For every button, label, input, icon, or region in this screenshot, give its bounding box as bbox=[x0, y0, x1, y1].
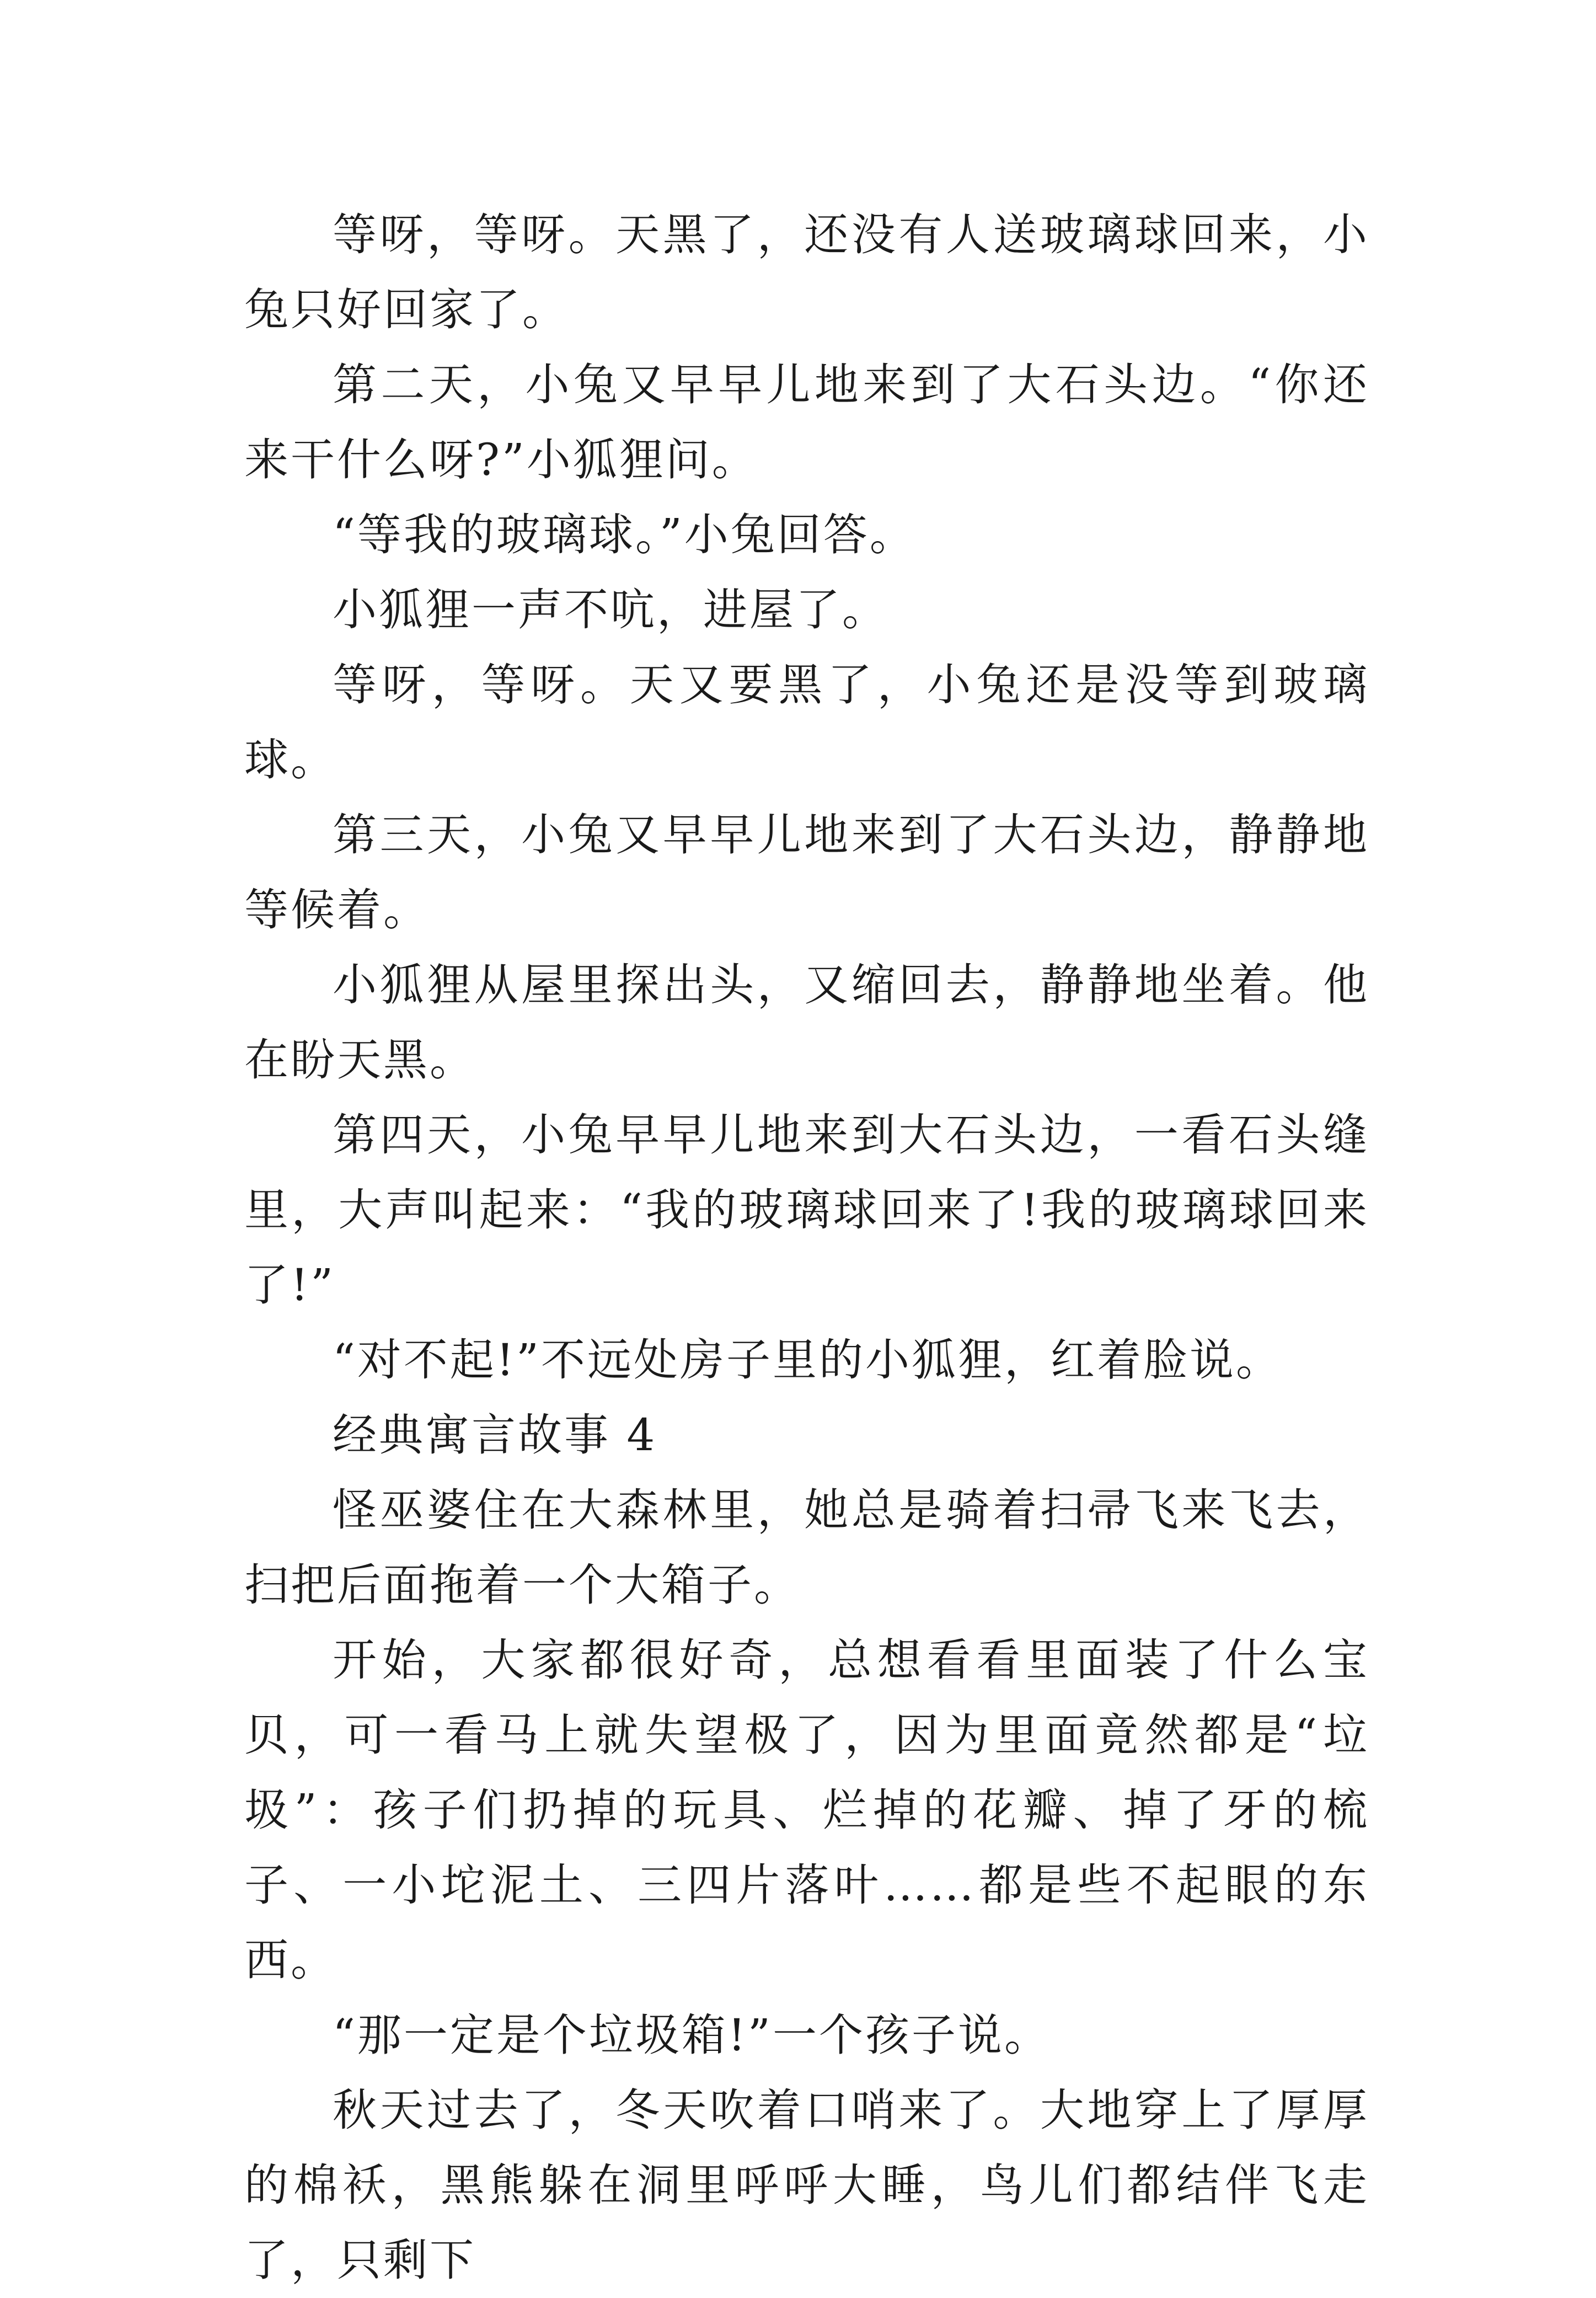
paragraph: “对不起!”不远处房子里的小狐狸，红着脸说。 bbox=[333, 1334, 1282, 1386]
paragraph: 等呀，等呀。天又要黑了，小兔还是没等到玻璃球。 bbox=[244, 659, 1369, 785]
paragraph: “那一定是个垃圾箱!”一个孩子说。 bbox=[333, 2010, 1051, 2061]
paragraph: 第三天，小兔又早早儿地来到了大石头边，静静地等候着。 bbox=[244, 809, 1369, 936]
paragraph: 开始，大家都很好奇，总想看看里面装了什么宝贝，可一看马上就失望极了，因为里面竟然都是“垃圾”：孩子们扔掉的玩具、烂掉的花瓣、掉了牙的梳子、一小坨泥土、三四片落叶……都是些不起眼的东西。 bbox=[244, 1634, 1369, 1986]
body-text bbox=[244, 197, 1369, 2298]
paragraph: 怪巫婆住在大森林里，她总是骑着扫帚飞来飞去，扫把后面拖着一个大箱子。 bbox=[244, 1484, 1369, 1611]
paragraph: 等呀，等呀。天黑了，还没有人送玻璃球回来，小兔只好回家了。 bbox=[244, 209, 1369, 335]
paragraph: 小狐狸从屋里探出头，又缩回去，静静地坐着。他在盼天黑。 bbox=[244, 959, 1369, 1086]
section-heading: 经典寓言故事 4 bbox=[333, 1409, 657, 1461]
paragraph: “等我的玻璃球。”小兔回答。 bbox=[333, 509, 916, 560]
paragraph: 秋天过去了，冬天吹着口哨来了。大地穿上了厚厚的棉袄，黑熊躲在洞里呼呼大睡，鸟儿们都结伴飞走了，只剩下 bbox=[244, 2085, 1369, 2286]
paragraph: 第四天，小兔早早儿地来到大石头边，一看石头缝里，大声叫起来：“我的玻璃球回来了!我的玻璃球回来了!” bbox=[244, 1109, 1369, 1311]
paragraph: 第二天，小兔又早早儿地来到了大石头边。“你还来干什么呀?”小狐狸问。 bbox=[244, 359, 1369, 485]
paragraph: 小狐狸一声不吭，进屋了。 bbox=[333, 584, 888, 635]
